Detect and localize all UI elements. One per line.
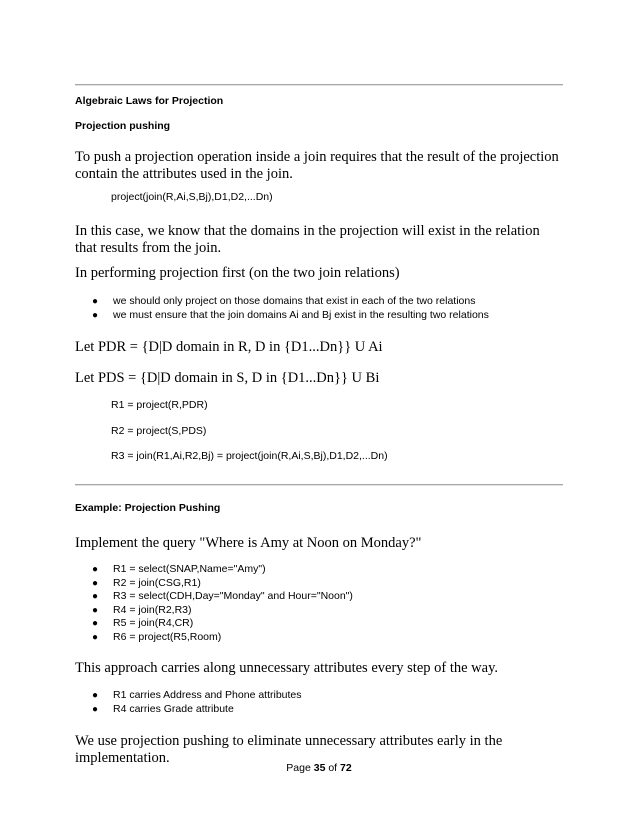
list-item: ● R1 = select(SNAP,Name="Amy"): [92, 563, 266, 575]
list-item: ● we should only project on those domains that exist in each of the two relations: [92, 295, 476, 307]
bullet-icon: ●: [92, 591, 99, 602]
bullet-icon: ●: [92, 296, 99, 307]
total-pages: 72: [340, 762, 352, 774]
list-item: ● R5 = join(R4,CR): [92, 617, 194, 629]
list-item: ● R4 = join(R2,R3): [92, 603, 192, 616]
r1-expression: R1 = project(R,PDR): [111, 399, 208, 411]
let-pdr-line: Let PDR = {D|D domain in R, D in {D1...Dn}} U Ai: [75, 339, 383, 355]
projection-first-paragraph: In performing projection first (on the two join relations): [75, 265, 400, 281]
bullet-icon: ●: [92, 577, 99, 589]
bullet-icon: ●: [92, 604, 99, 616]
code-expression: project(join(R,Ai,S,Bj),D1,D2,...Dn): [111, 191, 273, 203]
subsection-heading: Projection pushing: [75, 120, 171, 132]
list-item: ● R1 carries Address and Phone attributes: [92, 689, 302, 701]
approach-paragraph: This approach carries along unnecessary attributes every step of the way.: [75, 660, 499, 676]
domains-paragraph: In this case, we know that the domains in the projection will exist in the relation that results from the join.: [75, 223, 540, 256]
section-divider: [75, 484, 563, 486]
of-word: of: [328, 762, 338, 774]
bullet-icon: ●: [92, 690, 99, 701]
page-word: Page: [286, 762, 311, 774]
list-item: ● R3 = select(CDH,Day="Monday" and Hour="Noon"): [92, 590, 353, 602]
page-footer: [0, 762, 638, 774]
section-divider: [75, 84, 563, 86]
r2-expression: R2 = project(S,PDS): [111, 425, 207, 437]
notes-list: [75, 689, 302, 716]
list-item: ● R2 = join(CSG,R1): [92, 576, 201, 589]
bullet-icon: ●: [92, 631, 99, 643]
page-number: 35: [313, 762, 326, 774]
steps-list: [75, 563, 353, 644]
bullet-icon: ●: [92, 703, 99, 715]
example-heading: Example: Projection Pushing: [75, 502, 221, 514]
list-item: ● R4 carries Grade attribute: [92, 702, 234, 715]
list-item: ● R6 = project(R5,Room): [92, 630, 222, 643]
let-pds-line: Let PDS = {D|D domain in S, D in {D1...Dn}} U Bi: [75, 370, 380, 386]
r3-expression: R3 = join(R1,Ai,R2,Bj) = project(join(R,Ai,S,Bj),D1,D2,...Dn): [111, 450, 388, 462]
projection-bullet-list: [75, 295, 489, 322]
list-item: ● we must ensure that the join domains Ai and Bj exist in the resulting two relations: [92, 308, 489, 321]
bullet-icon: ●: [92, 564, 99, 575]
bullet-icon: ●: [92, 309, 99, 321]
bullet-icon: ●: [92, 618, 99, 629]
query-paragraph: Implement the query "Where is Amy at Noon on Monday?": [75, 535, 422, 551]
conclusion-paragraph: We use projection pushing to eliminate unnecessary attributes early in the implementation.: [75, 733, 503, 766]
section-heading: Algebraic Laws for Projection: [75, 95, 224, 107]
intro-paragraph: To push a projection operation inside a join requires that the result of the projection contain the attributes used in the join.: [75, 149, 559, 182]
